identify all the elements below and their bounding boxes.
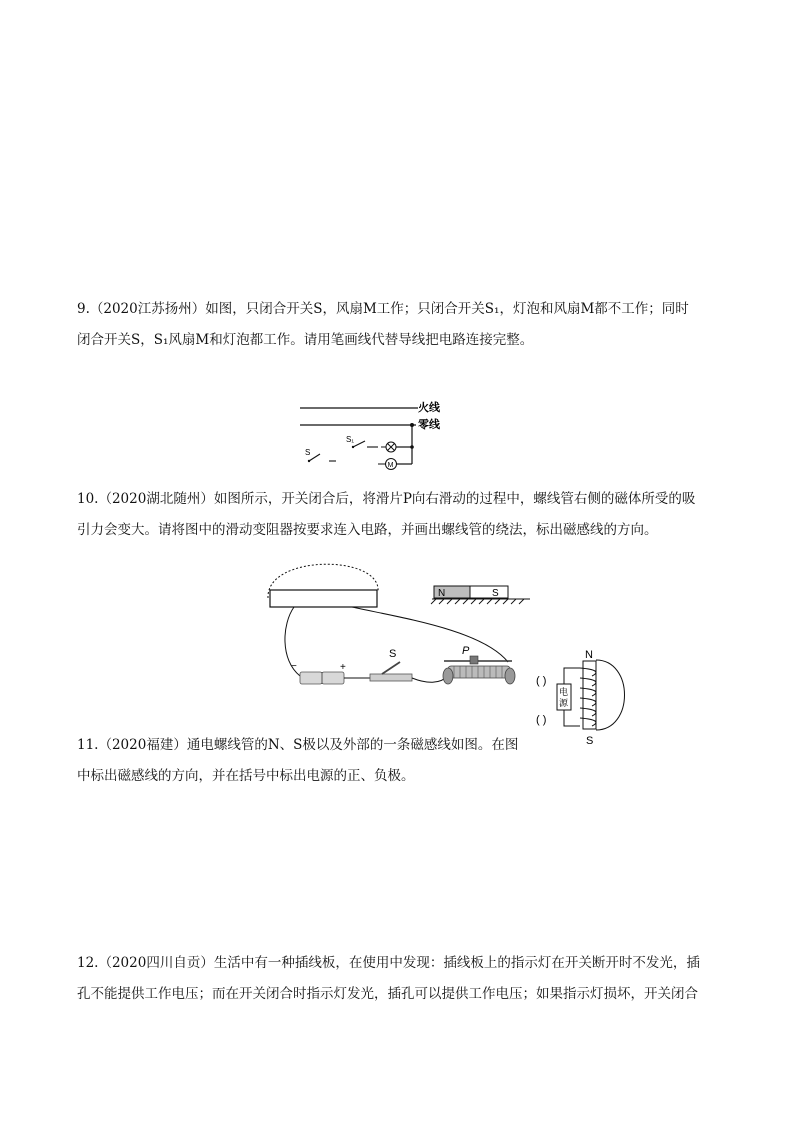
bracket-bottom[interactable]: ( ) (536, 714, 547, 726)
question-9-line-1: 9.（2020江苏扬州）如图，只闭合开关S，风扇M工作；只闭合开关S₁，灯泡和风扇M都不工作；同时 (77, 301, 689, 317)
switch-label: S (389, 648, 397, 660)
pole-n-label: N (585, 649, 593, 661)
bracket-top[interactable]: ( ) (536, 675, 547, 687)
q10-circuit-figure (262, 560, 522, 696)
q9-circuit-figure (290, 398, 440, 476)
q11-solenoid-figure (534, 650, 634, 750)
wire-power-top (564, 668, 580, 684)
solenoid-body (270, 590, 377, 607)
magnet-n-label: N (438, 588, 446, 599)
question-12-line-2: 孔不能提供工作电压；而在开关闭合时指示灯发光，插孔可以提供工作电压；如果指示灯损坏，开关闭合 (77, 986, 698, 1002)
knife-switch-icon (370, 648, 412, 681)
pole-s-label: S (586, 735, 594, 747)
question-10-line-2: 引力会变大。请将图中的滑动变阻器按要求连入电路，并画出螺线管的绕法，标出磁感线的方向。 (77, 522, 658, 538)
battery-minus-label: − (291, 661, 297, 672)
magnet-s-label: S (492, 588, 499, 599)
question-11 (77, 730, 518, 792)
question-10 (77, 484, 695, 546)
question-9-line-2: 闭合开关S，S₁风扇M和灯泡都工作。请用笔画线代替导线把电路连接完整。 (77, 332, 534, 348)
rheostat-icon (443, 645, 515, 684)
battery-icon (291, 661, 346, 684)
slider-p-label: P (462, 645, 470, 657)
motor-icon (386, 459, 397, 470)
lamp-icon (386, 442, 396, 452)
question-9 (77, 294, 689, 356)
lamp-junction-dot (410, 445, 414, 449)
question-10-line-1: 10.（2020湖北随州）如图所示，开关闭合后，将滑片P向右滑动的过程中，螺线管右侧的磁体所受的吸 (77, 491, 696, 507)
wire-solenoid-right (352, 607, 508, 662)
question-11-line-2: 中标出磁感线的方向，并在括号中标出电源的正、负极。 (77, 768, 415, 784)
field-line-arc (596, 660, 625, 730)
ground-hatching (431, 599, 530, 604)
neutral-wire-label: 零线 (418, 419, 440, 431)
switch-s-label: S (305, 448, 311, 457)
question-12-line-1: 12.（2020四川自贡）生活中有一种插线板，在使用中发现：插线板上的指示灯在开关断开时不发光，插 (77, 955, 700, 971)
power-char-1: 电 (559, 687, 569, 697)
question-12 (77, 948, 700, 1010)
switch-s1-label: S₁ (346, 435, 355, 444)
switch-s-blade (309, 454, 320, 461)
live-wire-label: 火线 (418, 402, 440, 414)
bar-magnet (434, 586, 508, 599)
wire-power-bottom (564, 710, 580, 726)
wire-switch-rheostat (412, 676, 448, 682)
question-11-line-1: 11.（2020福建）通电螺线管的N、S极以及外部的一条磁感线如图。在图 (77, 737, 519, 753)
battery-plus-label: + (340, 662, 346, 673)
power-char-2: 源 (559, 698, 569, 708)
switch-s1-blade (353, 441, 365, 447)
motor-label: M (387, 462, 394, 469)
